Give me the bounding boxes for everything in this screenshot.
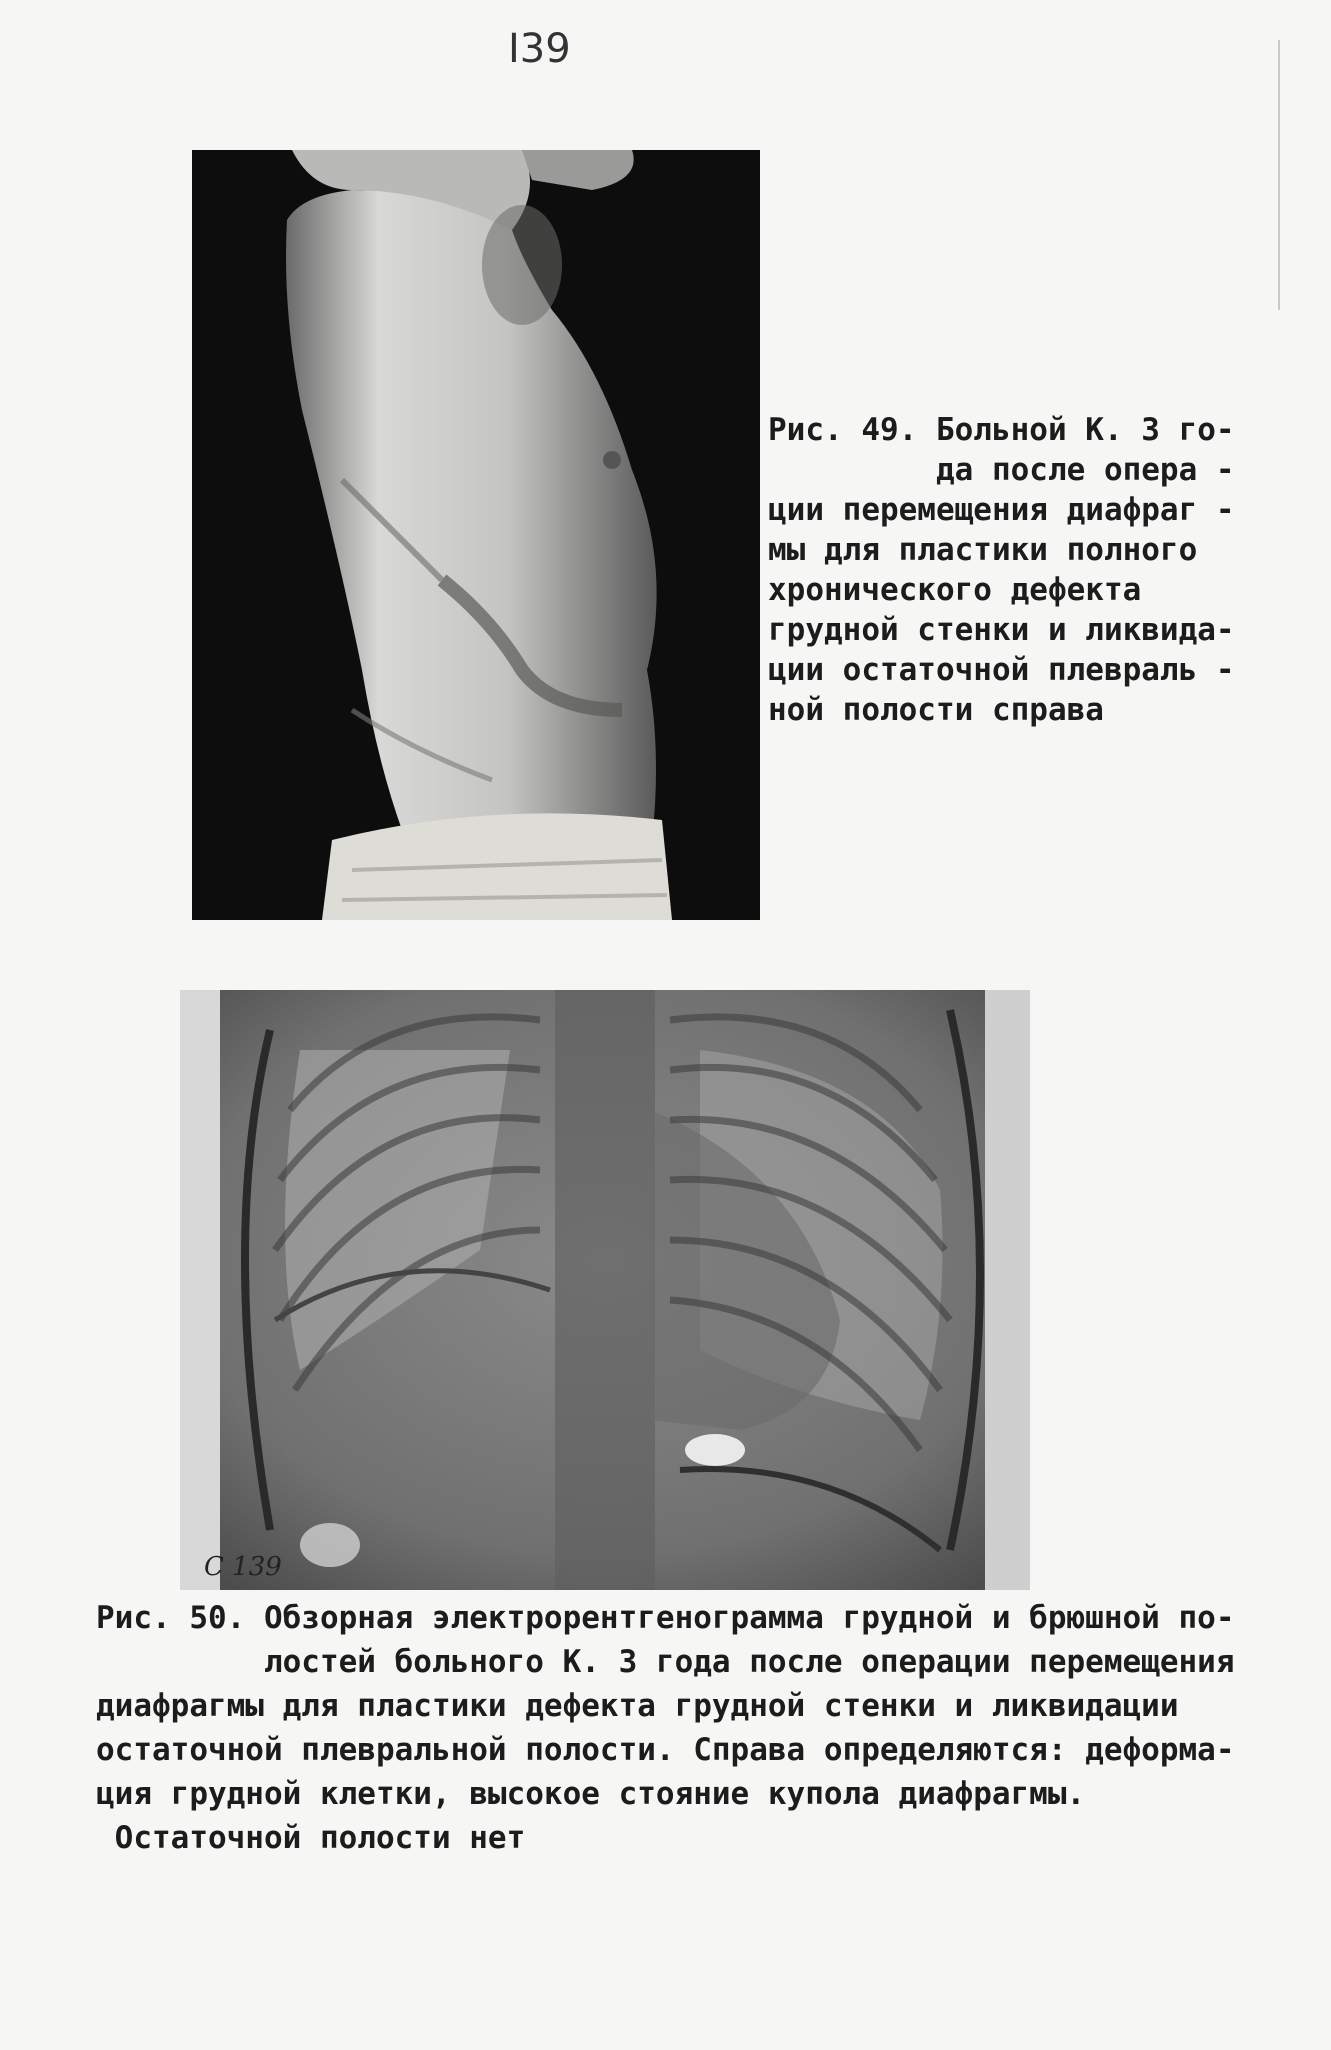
chest-xray-image-icon [180,990,1030,1590]
page-number: I39 [508,26,571,72]
page-edge-line [1278,40,1280,310]
figure-50-xray [180,990,1030,1590]
patient-torso-photo-icon [192,150,760,920]
figure-50-caption: Рис. 50. Обзорная электрорентгенограмма грудной и брюшной по- лостей больного К. 3 года после операции перемещения диафрагмы для пластики дефекта грудной стенки и ликвидации остаточной плевральной полости. Справа определяются: деформа- ция грудной клетки, высокое стояние купола диафрагмы. Остаточной полости нет [96,1600,1235,1856]
figure-49-caption: Рис. 49. Больной К. 3 го- да после опера - ции перемещения диафраг - мы для пластики полного хронического дефекта грудной стенки и ликвида- ции остаточной плевраль - ной полости справа [768,412,1235,728]
figure-49-photo [192,150,760,920]
image-mark: С 139 [204,1552,282,1582]
